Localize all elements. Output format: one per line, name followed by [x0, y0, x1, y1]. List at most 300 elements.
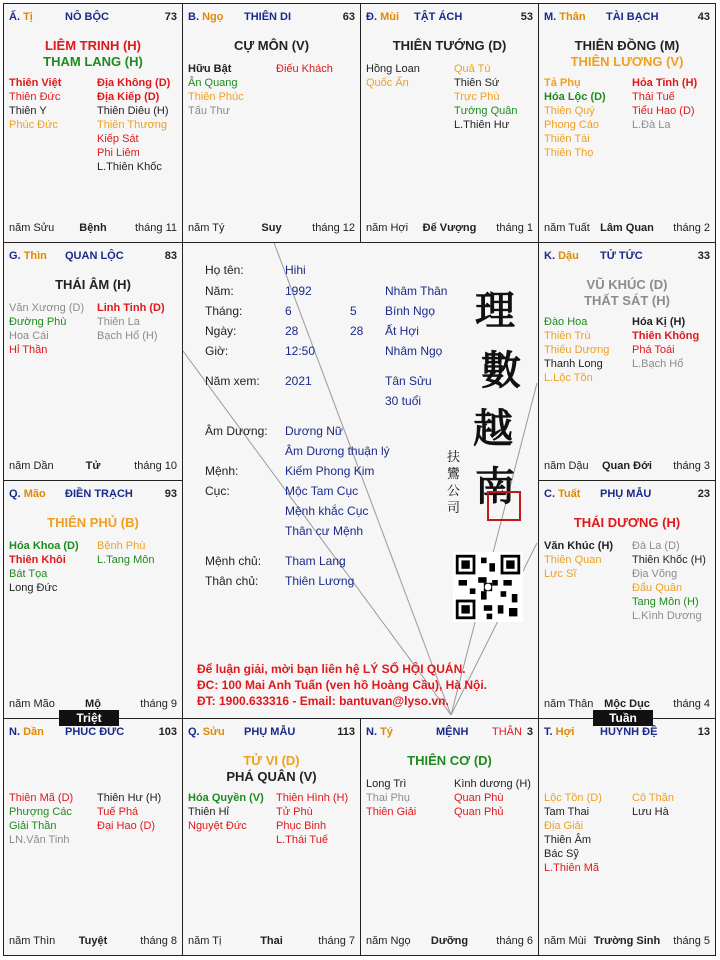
cell-header — [544, 250, 710, 264]
life-stage: Trường Sinh — [593, 935, 661, 947]
cell-footer — [544, 460, 710, 474]
life-stage: Bệnh — [79, 222, 107, 234]
branch-label — [544, 250, 579, 262]
stem-label: Q. — [188, 726, 200, 738]
star-item: Phúc Đức — [9, 119, 58, 131]
main-star: THIÊN TƯỚNG (D) — [392, 38, 507, 53]
life-stage: Tử — [85, 460, 101, 472]
main-star: THÁI ÂM (H) — [55, 277, 131, 292]
amduong-note: Âm Dương thuận lý — [285, 444, 390, 458]
star-item: Thiên Quý — [544, 105, 595, 117]
small-calli-1: 扶 — [447, 450, 461, 465]
day-label: Ngày: — [205, 324, 237, 338]
stars-right — [632, 76, 697, 132]
star-item: Long Trì — [366, 778, 407, 790]
day-lunar: 28 — [350, 324, 364, 338]
month-label: tháng 6 — [496, 935, 533, 947]
palace-number: 93 — [164, 488, 177, 500]
star-item: LN.Văn Tinh — [9, 834, 70, 846]
star-item: Thái Tuế — [632, 91, 675, 103]
star-item: L.Thiên Mã — [544, 862, 600, 874]
amduong-value: Dương Nữ — [285, 424, 343, 438]
year-label: năm Mão — [9, 698, 55, 710]
month-label: tháng 8 — [140, 935, 177, 947]
life-stage: Tuyệt — [78, 935, 108, 947]
star-item: Hỏa Tinh (H) — [632, 77, 698, 89]
day-value: 28 — [285, 324, 299, 338]
main-star: PHÁ QUÂN (V) — [226, 769, 317, 784]
star-item: Trực Phù — [454, 91, 500, 103]
hour-label: Giờ: — [205, 344, 229, 358]
month-label: tháng 10 — [134, 460, 177, 472]
main-star: TỬ VI (D) — [243, 753, 300, 768]
palace-mui[interactable] — [360, 3, 539, 243]
star-item: Hữu Bật — [188, 63, 232, 75]
name-label: Họ tên: — [205, 263, 244, 277]
small-calligraphy — [447, 449, 461, 517]
star-item: Thiên Giải — [366, 806, 417, 818]
stars-left — [544, 539, 613, 581]
star-item: L.Lộc Tồn — [544, 372, 593, 384]
calligraphy-char-3: 越 — [473, 405, 513, 452]
month-lunar: 5 — [350, 304, 357, 318]
palace-suu[interactable] — [182, 718, 361, 956]
triet-marker: Triệt — [59, 710, 119, 726]
cell-header — [544, 11, 710, 25]
star-item: Đại Hao (D) — [97, 820, 156, 832]
stem-label: Ấ. — [9, 11, 20, 23]
stars-left — [9, 301, 84, 357]
month-label: tháng 5 — [673, 935, 710, 947]
hour-value: 12:50 — [285, 344, 316, 358]
star-item: L.Thiên Hư — [454, 119, 510, 131]
star-item: Lực Sĩ — [544, 568, 577, 580]
branch-name: Ngọ — [202, 11, 224, 23]
hour-cn: Nhâm Ngọ — [385, 344, 443, 358]
star-item: Quả Tú — [454, 63, 491, 75]
stars-left — [188, 62, 244, 118]
star-item: Phá Toái — [632, 344, 675, 356]
cuc-note1: Mệnh khắc Cục — [285, 504, 369, 518]
view-year-cn: Tân Sửu — [385, 374, 432, 388]
cell-header — [366, 11, 533, 25]
star-item: L.Thái Tuế — [276, 834, 328, 846]
main-star: THẤT SÁT (H) — [584, 293, 670, 308]
menhchu-value: Tham Lang — [285, 554, 346, 568]
branch-name: Mùi — [380, 11, 400, 23]
star-item: Tướng Quân — [454, 105, 518, 117]
branch-name: Tý — [380, 726, 393, 738]
star-item: Địa Võng — [632, 568, 678, 580]
cell-header — [9, 488, 177, 502]
star-item: Thiên Đức — [9, 91, 61, 103]
star-item: Thiên Quan — [544, 554, 602, 566]
palace-number: 63 — [342, 11, 355, 23]
palace-name: PHỤ MẪU — [600, 488, 652, 500]
star-item: Thiên Trù — [544, 330, 591, 342]
stars-right — [97, 791, 161, 833]
palace-name: TỬ TỨC — [600, 250, 643, 262]
red-seal-icon — [487, 491, 521, 521]
calligraphy-char-4: 南 — [475, 463, 515, 510]
stars-right — [454, 62, 518, 132]
year-label: năm Ngọ — [366, 935, 411, 947]
month-label: tháng 9 — [140, 698, 177, 710]
star-item: Thiên Khôi — [9, 554, 66, 566]
branch-label — [544, 11, 586, 23]
palace-number: 43 — [697, 11, 710, 23]
star-item: Quan Phủ — [454, 806, 504, 818]
cell-footer — [188, 222, 355, 236]
stem-label: N. — [366, 726, 377, 738]
thanchu-value: Thiên Lương — [285, 574, 355, 588]
star-item: Địa Không (D) — [97, 77, 171, 89]
palace-name: QUAN LỘC — [65, 250, 124, 262]
stem-label: G. — [9, 250, 21, 262]
stars-left — [544, 791, 602, 875]
cuc-label: Cục: — [205, 484, 230, 498]
small-calli-2: 鸞 — [447, 467, 461, 482]
life-stage: Dưỡng — [430, 935, 469, 947]
branch-label — [188, 11, 223, 23]
stem-label: M. — [544, 11, 557, 23]
star-item: Quan Phù — [454, 792, 504, 804]
star-item: Lộc Tồn (D) — [544, 792, 602, 804]
tuan-marker: Tuần — [593, 710, 653, 726]
cell-footer — [9, 460, 177, 474]
star-item: Hóa Lộc (D) — [544, 91, 606, 103]
palace-number: 103 — [158, 726, 177, 738]
palace-number: 33 — [697, 250, 710, 262]
month-label: tháng 2 — [673, 222, 710, 234]
star-item: Đường Phù — [9, 316, 67, 328]
star-item: Đào Hoa — [544, 316, 588, 328]
contact-line-3[interactable]: ĐT: 1900.633316 - Email: bantuvan@lyso.vn. — [197, 694, 449, 708]
palace-name-secondary: THÂN — [492, 726, 522, 738]
palace-thin[interactable] — [3, 242, 183, 481]
cell-footer — [366, 935, 533, 949]
star-item: Thiên La — [97, 316, 140, 328]
year-value: 1992 — [285, 284, 312, 298]
month-label: tháng 12 — [312, 222, 355, 234]
palace-tuat[interactable] — [538, 480, 716, 719]
calligraphy-char-1: 理 — [475, 287, 515, 334]
star-item: Bệnh Phù — [97, 540, 146, 552]
age-value: 30 tuổi — [385, 394, 422, 408]
stem-label: B. — [188, 11, 199, 23]
main-star: THIÊN CƠ (D) — [407, 753, 492, 768]
star-item: Thiên Tài — [544, 133, 590, 145]
branch-name: Sửu — [202, 726, 225, 738]
star-item: Thiên Diêu (H) — [97, 105, 169, 117]
contact-block — [197, 661, 487, 709]
year-cn: Nhâm Thân — [385, 284, 448, 298]
star-item: L.Thiên Khốc — [97, 161, 162, 173]
main-star: CỰ MÔN (V) — [233, 38, 310, 53]
stars-right — [632, 315, 699, 371]
star-item: Địa Kiếp (D) — [97, 91, 160, 103]
star-item: Đà La (D) — [632, 540, 680, 552]
center-info-panel — [185, 243, 540, 720]
palace-name: PHỤ MẪU — [244, 726, 296, 738]
main-star: LIÊM TRINH (H) — [44, 38, 142, 53]
contact-line-1: Để luận giải, mời bạn liên hệ LÝ SỐ HỘI QUÁN. — [197, 662, 466, 676]
branch-label — [9, 11, 33, 23]
stars-left — [544, 315, 609, 385]
star-item: Thiên Y — [9, 105, 47, 117]
thanchu-label: Thân chủ: — [205, 574, 259, 588]
star-item: Thiếu Dương — [544, 344, 610, 356]
star-item: Bác Sỹ — [544, 848, 579, 860]
star-item: Thiên Phúc — [188, 91, 244, 103]
stars-right — [97, 76, 170, 174]
stars-right — [276, 791, 348, 847]
cell-header — [9, 250, 177, 264]
star-item: Phục Binh — [276, 820, 327, 832]
star-item: Phong Cáo — [544, 119, 600, 131]
month-label: Tháng: — [205, 304, 243, 318]
star-item: Cô Thần — [632, 792, 674, 804]
palace-number: 73 — [164, 11, 177, 23]
year-label: năm Tý — [188, 222, 225, 234]
stem-label: Q. — [9, 488, 21, 500]
qr-code-icon[interactable] — [453, 552, 523, 622]
star-item: Thiên Sứ — [454, 77, 500, 89]
life-stage: Lâm Quan — [600, 222, 654, 234]
main-star: THIÊN LƯƠNG (V) — [570, 54, 684, 69]
contact-line-2: ĐC: 100 Mai Anh Tuấn (ven hồ Hoàng Cầu), Hà Nội. — [197, 678, 488, 692]
palace-ty-menh[interactable] — [360, 718, 539, 956]
year-label: năm Tị — [188, 935, 222, 947]
branch-label — [544, 488, 580, 500]
branch-name: Hợi — [555, 726, 575, 738]
star-item: Thiên Hư (H) — [97, 792, 162, 804]
palace-number: 3 — [526, 726, 533, 738]
star-item: Kiếp Sát — [97, 133, 139, 145]
cell-footer — [544, 935, 710, 949]
branch-name: Tị — [23, 11, 33, 23]
month-label: tháng 1 — [496, 222, 533, 234]
month-label: tháng 11 — [134, 222, 177, 234]
stars-left — [544, 76, 606, 160]
palace-name: TẬT ÁCH — [414, 11, 463, 23]
star-item: Quốc Ấn — [366, 77, 409, 89]
stars-right — [632, 791, 674, 819]
palace-name: NÔ BỘC — [65, 11, 109, 23]
amduong-label: Âm Dương: — [205, 424, 268, 438]
menh-label: Mệnh: — [205, 464, 239, 478]
palace-ty[interactable] — [3, 3, 183, 243]
star-item: Tấu Thư — [188, 105, 231, 117]
star-item: Giải Thần — [9, 820, 57, 832]
star-item: Hóa Khoa (D) — [9, 540, 79, 552]
branch-label — [366, 11, 399, 23]
year-label: năm Hợi — [366, 222, 409, 234]
stars-left — [9, 539, 79, 595]
stem-label: T. — [544, 726, 553, 738]
star-item: Thiên Thọ — [544, 147, 594, 159]
palace-mao[interactable] — [3, 480, 183, 719]
star-item: Thanh Long — [544, 358, 603, 370]
calligraphy-char-2: 數 — [481, 347, 521, 394]
branch-label — [9, 250, 47, 262]
star-item: Tam Thai — [544, 806, 590, 818]
stars-right — [97, 539, 154, 567]
month-label: tháng 3 — [673, 460, 710, 472]
day-cn: Ất Hợi — [385, 324, 419, 338]
stem-label: Đ. — [366, 11, 377, 23]
stem-label: N. — [9, 726, 20, 738]
view-year-label: Năm xem: — [205, 374, 260, 388]
month-label: tháng 4 — [673, 698, 710, 710]
stars-right — [97, 301, 165, 343]
stars-right — [454, 777, 531, 819]
palace-name: ĐIỀN TRẠCH — [65, 488, 133, 500]
main-star: THÁI DƯƠNG (H) — [573, 515, 681, 530]
star-item: Văn Xương (D) — [9, 302, 85, 314]
palace-hoi[interactable] — [538, 718, 716, 956]
life-stage: Mộ — [85, 698, 101, 710]
stars-left — [366, 62, 420, 90]
year-label: năm Dậu — [544, 460, 589, 472]
branch-label — [188, 726, 225, 738]
small-calli-4: 司 — [447, 501, 461, 516]
palace-number: 13 — [697, 726, 710, 738]
star-item: Bạch Hổ (H) — [97, 330, 158, 342]
star-item: Bát Tọa — [9, 568, 48, 580]
branch-label — [9, 488, 46, 500]
menh-value: Kiếm Phong Kim — [285, 464, 375, 478]
branch-name: Dậu — [558, 250, 579, 262]
stars-right — [276, 62, 333, 76]
branch-name: Dần — [23, 726, 44, 738]
star-item: Tang Môn (H) — [632, 596, 699, 608]
star-item: Tuế Phá — [97, 806, 139, 818]
stars-left — [188, 791, 264, 833]
branch-label — [544, 726, 574, 738]
palace-name: TÀI BẠCH — [606, 11, 659, 23]
cell-header — [188, 11, 355, 25]
stars-left — [9, 791, 73, 847]
star-item: Nguyệt Đức — [188, 820, 247, 832]
cell-footer — [544, 222, 710, 236]
star-item: L.Tang Môn — [97, 554, 155, 566]
palace-name: PHÚC ĐỨC — [65, 726, 125, 738]
month-value: 6 — [285, 304, 292, 318]
star-item: Thiên Mã (D) — [9, 792, 74, 804]
life-stage: Mộc Dục — [604, 698, 650, 710]
palace-dau[interactable] — [538, 242, 716, 481]
palace-number: 83 — [164, 250, 177, 262]
month-cn: Bính Ngọ — [385, 304, 436, 318]
cell-header — [366, 726, 533, 740]
stem-label: K. — [544, 250, 555, 262]
cell-header — [544, 726, 710, 740]
branch-name: Tuất — [558, 488, 581, 500]
star-item: Thiên Hình (H) — [276, 792, 349, 804]
cell-header — [9, 726, 177, 740]
branch-name: Thìn — [23, 250, 47, 262]
star-item: L.Kình Dương — [632, 610, 702, 622]
palace-dan[interactable] — [3, 718, 183, 956]
main-star: VŨ KHÚC (D) — [586, 277, 668, 292]
small-calli-3: 公 — [447, 484, 461, 499]
life-stage: Thai — [260, 935, 283, 947]
stars-left — [366, 777, 416, 819]
cell-footer — [366, 222, 533, 236]
star-item: Lưu Hà — [632, 806, 669, 818]
view-year-value: 2021 — [285, 374, 312, 388]
palace-name: HUYNH ĐỆ — [600, 726, 658, 738]
main-star: THIÊN PHỦ (B) — [47, 515, 139, 530]
life-stage: Đế Vượng — [422, 222, 477, 234]
star-item: Phi Liêm — [97, 147, 140, 159]
stars-right — [632, 539, 706, 623]
palace-than[interactable] — [538, 3, 716, 243]
name-value: Hihi — [285, 263, 306, 277]
cell-footer — [9, 222, 177, 236]
star-item: L.Đà La — [632, 119, 671, 131]
star-item: Tiểu Hao (D) — [632, 105, 695, 117]
menhchu-label: Mệnh chủ: — [205, 554, 262, 568]
year-label: năm Mùi — [544, 935, 587, 947]
branch-name: Thân — [559, 11, 586, 23]
star-item: Tử Phù — [276, 806, 313, 818]
star-item: Thai Phụ — [366, 792, 411, 804]
star-item: Thiên Thương — [97, 119, 168, 131]
year-label: năm Dần — [9, 460, 54, 472]
star-item: Thiên Khốc (H) — [632, 554, 706, 566]
main-star: THAM LANG (H) — [43, 54, 143, 69]
star-item: Hoa Cái — [9, 330, 49, 342]
year-label: Năm: — [205, 284, 234, 298]
star-item: Ân Quang — [188, 77, 238, 89]
star-item: Văn Khúc (H) — [544, 540, 614, 552]
horoscope-chart — [3, 3, 716, 956]
cell-header — [188, 726, 355, 740]
star-item: Long Đức — [9, 582, 58, 594]
palace-ngo[interactable] — [182, 3, 361, 243]
month-label: tháng 7 — [318, 935, 355, 947]
star-item: Kình dương (H) — [454, 778, 531, 790]
star-item: Đẩu Quân — [632, 582, 683, 594]
star-item: Thiên Hỉ — [188, 806, 229, 818]
main-star: THIÊN ĐỒNG (M) — [574, 38, 680, 53]
palace-name: THIÊN DI — [244, 11, 292, 23]
year-label: năm Thân — [544, 698, 594, 710]
cell-footer — [9, 935, 177, 949]
palace-number: 23 — [697, 488, 710, 500]
star-item: L.Bạch Hổ — [632, 358, 684, 370]
palace-number: 113 — [337, 726, 355, 738]
branch-name: Mão — [23, 488, 46, 500]
cell-header — [9, 11, 177, 25]
stars-left — [9, 76, 61, 132]
star-item: Tả Phụ — [544, 77, 581, 89]
star-item: Hóa Quyền (V) — [188, 792, 264, 804]
star-item: Thiên Âm — [544, 834, 592, 846]
star-item: Hồng Loan — [366, 63, 420, 75]
year-label: năm Thìn — [9, 935, 56, 947]
cuc-value: Mộc Tam Cục — [285, 484, 359, 498]
year-label: năm Tuất — [544, 222, 590, 234]
year-label: năm Sửu — [9, 222, 55, 234]
branch-label — [366, 726, 393, 738]
star-item: Điếu Khách — [276, 63, 333, 75]
life-stage: Suy — [261, 222, 282, 234]
branch-label — [9, 726, 44, 738]
cell-header — [544, 488, 710, 502]
